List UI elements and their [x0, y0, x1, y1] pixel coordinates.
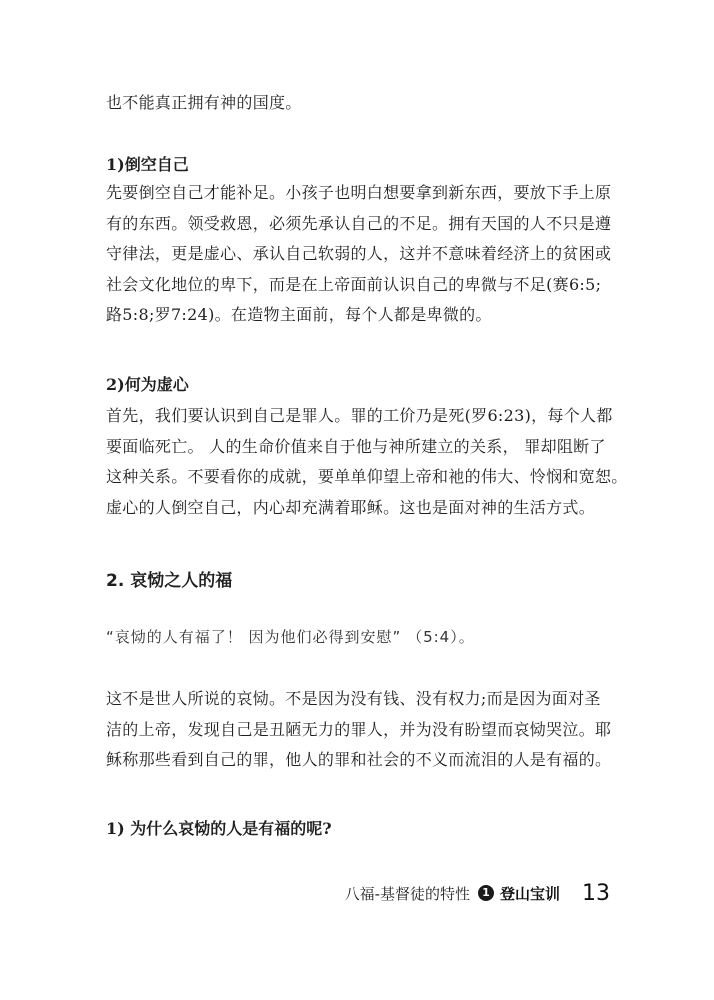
scripture-quote: “哀恸的人有福了！ 因为他们必得到安慰” （5:4）。 — [106, 628, 475, 646]
section-heading-poor-in-spirit: 2)何为虚心 — [106, 375, 189, 394]
running-header-subtitle: 八福-基督徒的特性 — [344, 884, 470, 903]
text-line: 先要倒空自己才能补足。小孩子也明白想要拿到新东西，要放下手上原 — [106, 183, 612, 202]
text-line: 社会文化地位的卑下，而是在上帝面前认识自己的卑微与不足(赛6:5; — [106, 274, 602, 294]
text-line: 也不能真正拥有神的国度。 — [106, 93, 302, 112]
chapter-heading-mourn: 2. 哀恸之人的福 — [106, 571, 233, 591]
paragraph-empty-self — [106, 178, 636, 331]
paragraph-poor-in-spirit — [106, 401, 636, 523]
text-line: 要面临死亡。 人的生命价值来自于他与神所建立的关系， 罪却阻断了 — [106, 436, 606, 456]
subheading-why-mourners-blessed: 1) 为什么哀恸的人是有福的呢? — [106, 819, 332, 838]
running-header-book-title: 登山宝训 — [499, 884, 560, 903]
page-number: 13 — [582, 880, 610, 906]
text-line: 稣称那些看到自己的罪，他人的罪和社会的不义而流泪的人是有福的。 — [106, 750, 612, 769]
text-line: 路5:8;罗7:24)。在造物主面前，每个人都是卑微的。 — [106, 305, 492, 324]
text-line: 洁的上帝，发现自己是丑陋无力的罪人，并为没有盼望而哀恸哭泣。耶 — [106, 719, 612, 739]
paragraph-mourn — [106, 684, 636, 776]
intro-paragraph — [106, 88, 636, 119]
text-line: 首先，我们要认识到自己是罪人。罪的工价乃是死(罗6:23)，每个人都 — [106, 406, 613, 425]
text-line: 这不是世人所说的哀恸。不是因为没有钱、没有权力;而是因为面对圣 — [106, 689, 601, 708]
volume-number-badge: 1 — [478, 885, 494, 901]
section-heading-empty-self: 1)倒空自己 — [106, 155, 189, 174]
text-line: 这种关系。不要看你的成就，要单单仰望上帝和祂的伟大、怜悯和宽恕。 — [106, 467, 628, 486]
page-footer — [345, 878, 610, 908]
text-line: 有的东西。领受救恩，必须先承认自己的不足。拥有天国的人不只是遵 — [106, 213, 612, 233]
text-line: 守律法，更是虚心、承认自己软弱的人，这并不意味着经济上的贫困或 — [106, 244, 612, 263]
text-line: 虚心的人倒空自己，内心却充满着耶稣。这也是面对神的生活方式。 — [106, 497, 596, 517]
